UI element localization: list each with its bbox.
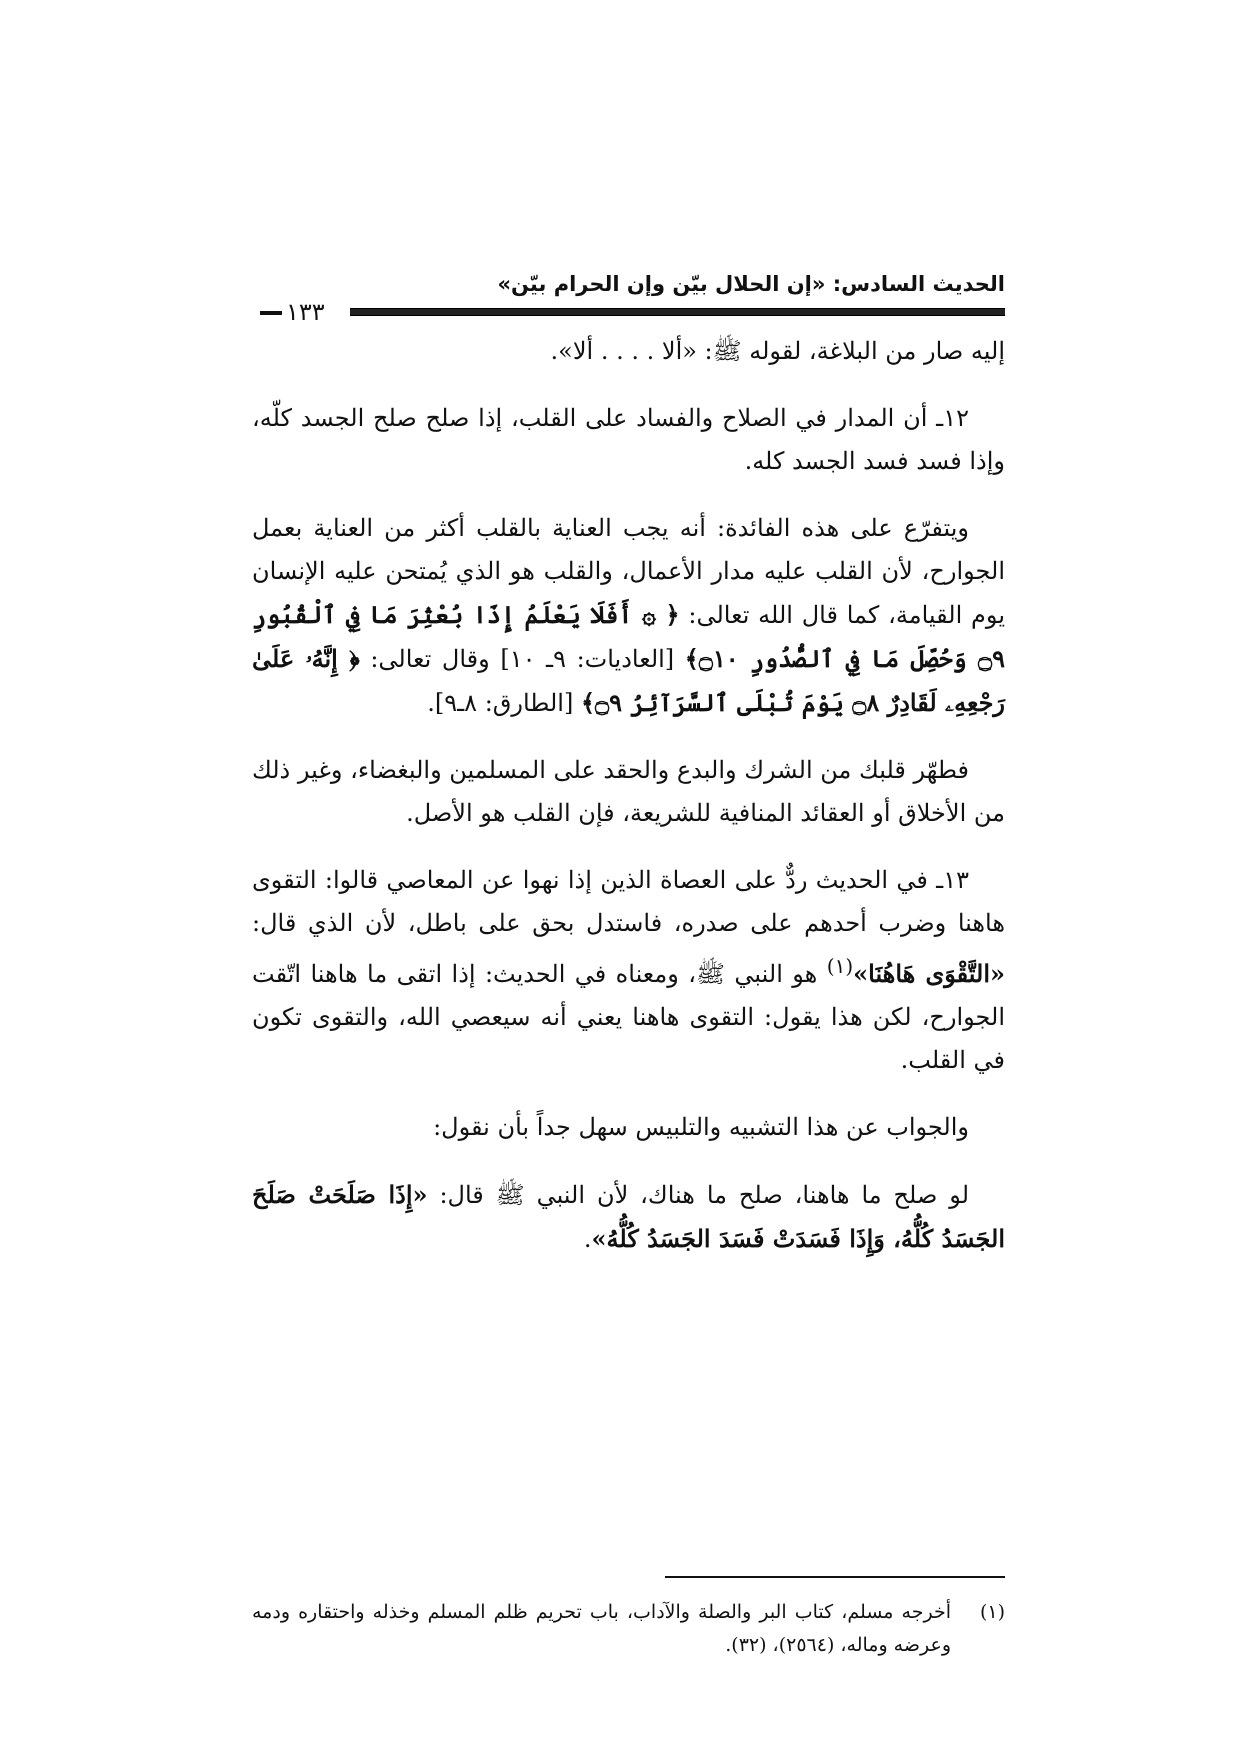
footnote-separator: [665, 1576, 1005, 1578]
running-header-title: الحديث السادس: «إن الحلال بيّن وإن الحرام بيّن»: [497, 272, 1005, 296]
main-text: [252, 330, 1005, 1285]
paragraph-point-13-end: هو النبي ﷺ، ومعناه في الحديث: إذا اتقى ما هاهنا اتّقت الجوارح، لكن هذا يقول: التقوى هاهنا يعني أنه سيعصي الله، والتقوى تكون في القلب.: [252, 960, 1006, 1074]
paragraph-purify-heart: فطهّر قلبك من الشرك والبدع والحقد على المسلمين والبغضاء، وغير ذلك من الأخلاق أو العقائد المنافية للشريعة، فإن القلب هو الأصل.: [252, 756, 1005, 827]
paragraph-answer-end: .: [583, 1225, 592, 1253]
paragraph-point-12: ١٢ـ أن المدار في الصلاح والفساد على القلب، إذا صلح صلح الجسد كلّه، وإذا فسد فسد الجسد كله.: [252, 404, 1005, 475]
hadith-quote-heart: «إِذَا صَلَحَتْ صَلَحَ الجَسَدُ كُلُّهُ، وَإِذَا فَسَدَتْ فَسَدَ الجَسَدُ كُلُّهُ»: [252, 1180, 1005, 1253]
paragraph-intro-text: ويتفرّع على هذه الفائدة: أنه يجب العناية بالقلب أكثر من العناية بعمل الجوارح، لأن القلب عليه مدار الأعمال، والقلب هو الذي يُمتحن عليه الإنسان يوم القيامة، كما قال الله تعالى:: [252, 514, 1005, 629]
hadith-quote-taqwa: «التَّقْوَى هَاهُنَا»: [853, 959, 1005, 988]
quran-reference-tariq: [الطارق: ٨ـ٩].: [427, 689, 574, 717]
page-number: ١٣٣: [260, 298, 325, 326]
paragraph-continuation: إليه صار من البلاغة، لقوله ﷺ: «ألا . . . . ألا».: [550, 337, 1005, 365]
paragraph-answer-intro: والجواب عن هذا التشبيه والتلبيس سهل جداً بأن نقول:: [433, 1113, 969, 1141]
paragraph-answer: [252, 1173, 1005, 1261]
paragraph-point-13: [252, 859, 1005, 1082]
paragraph-point-13-start: ١٣ـ في الحديث ردٌّ على العصاة الذين إذا نهوا عن المعاصي قالوا: التقوى هاهنا وضرب أحدهم على صدره، فاستدل بحق على باطل، لأن الذي قال:: [252, 866, 1005, 937]
footnote-text: أخرجه مسلم، كتاب البر والصلة والآداب، باب تحريم ظلم المسلم وخذله واحتقاره ودمه وعرضه وماله، (٢٥٦٤)، (٣٢).: [252, 1601, 951, 1656]
paragraph-connector-text: وقال تعالى:: [370, 645, 490, 673]
paragraph-answer-start: لو صلح ما هاهنا، صلح ما هناك، لأن النبي ﷺ قال:: [439, 1181, 970, 1209]
paragraph-quran-evidence: [252, 507, 1005, 725]
footnote: [252, 1596, 1005, 1662]
quran-verse-adiyat: ﴿ ۞ أَفَلَا يَعْلَمُ إِذَا بُعْثِرَ مَا فِي ٱلْقُبُورِ ۝٩ وَحُصِّلَ مَا فِي ٱلصُّدُورِ ۝١٠﴾: [252, 600, 1005, 673]
footnote-marker: (١): [979, 1601, 1005, 1623]
quran-verse-tariq: ﴿ إِنَّهُۥ عَلَىٰ رَجْعِهِۦ لَقَادِرٌ ۝٨ يَوْمَ تُبْلَى ٱلسَّرَآئِرُ ۝٩﴾: [252, 644, 1005, 717]
quran-reference-adiyat: [العاديات: ٩ـ ١٠]: [500, 645, 675, 673]
header-rule: [350, 308, 1005, 316]
footnote-reference: (١): [826, 954, 854, 978]
